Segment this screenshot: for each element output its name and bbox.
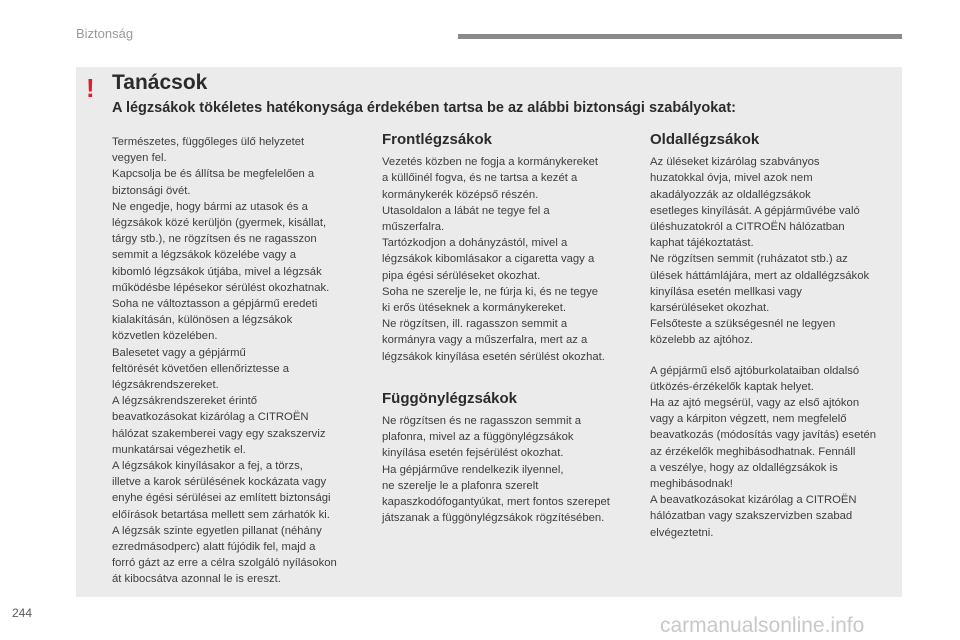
side-airbags-column: [650, 132, 902, 541]
warning-exclamation-icon: !: [86, 73, 95, 103]
side-airbags-heading: Oldallégzsákok: [650, 131, 760, 148]
side-sensors-text: A gépjármű első ajtóburkolataiban oldalsó ütközés-érzékelők kaptak helyet. Ha az ajtó megsérül, vagy az első ajtókon vagy a kárpiton végzett, nem megfelelő beavatkozás (módosítás vagy javítás) esetén az érzékelők meghibásodhatnak. Fennáll a veszélye, hogy az oldallégzsákok is meghibásodnak! A beavatkozásokat kizárólag a CITROËN hálózatban vagy szakszervizben szabad elvégeztetni.: [650, 364, 877, 539]
panel-subtitle: A légzsákok tökéletes hatékonysága érdekében tartsa be az alábbi biztonsági szabályokat:: [112, 100, 736, 116]
header-divider-bar: [458, 34, 902, 39]
front-airbags-text: Vezetés közben ne fogja a kormánykereket a küllőinél fogva, és ne tartsa a kezét a kormánykerék középső részén. Utasoldalon a lábát ne tegye fel a műszerfalra. Tartózkodjon a dohányzástól, mivel a légzsákok kibomlásakor a cigaretta vagy a pipa égési sérüléseket okozhat. Soha ne szerelje le, ne fúrja ki, és ne tegye ki erős ütéseknek a kormánykereket. Ne rögzítsen, ill. ragasszon semmit a kormányra vagy a műszerfalra, mert az a légzsákok kinyílása esetén sérülést okozhat.: [382, 156, 605, 363]
front-curtain-column: [382, 132, 634, 526]
general-advice-column: [112, 134, 362, 588]
general-advice-text: Természetes, függőleges ülő helyzetet vegyen fel. Kapcsolja be és állítsa be megfelelően a biztonsági övét. Ne engedje, hogy bármi az utasok és a légzsákok közé kerüljön (gyermek, kisállat, tárgy stb.), ne rögzítsen és ne ragasszon semmit a légzsákok közelébe vagy a kibomló légzsákok útjába, mivel a légzsák működésbe lépésekor sérülést okozhatnak. Soha ne változtasson a gépjármű eredeti kialakításán, különösen a légzsákok közvetlen közelében. Balesetet vagy a gépjármű feltörését követően ellenőriztesse a légzsákrendszereket. A légzsákrendszereket érintő beavatkozásokat kizárólag a CITROËN hálózat szakemberei vagy egy szakszerviz munkatársai végezhetik el. A légzsákok kinyílásakor a fej, a törzs, illetve a karok sérülésének kockázata vagy enyhe égési sérülései az említett biztonsági előírások betartása mellett sem zárhatók ki. A légzsák szinte egyetlen pillanat (néhány ezredmásodperc) alatt fújódik fel, majd a forró gázt az erre a célra szolgáló nyílásokon át kibocsátva azonnal le is ereszt.: [112, 136, 337, 586]
curtain-airbags-text: Ne rögzítsen és ne ragasszon semmit a plafonra, mivel az a függönylégzsákok kinyílása esetén fejsérülést okozhat. Ha gépjárműve rendelkezik ilyennel, ne szerelje le a plafonra szerelt kapaszkodófogantyúkat, mert fontos szerepet játszanak a függönylégzsákok rögzítésében.: [382, 415, 610, 525]
section-title: Biztonság: [76, 26, 134, 41]
panel-title: Tanácsok: [112, 71, 208, 94]
side-airbags-text: Az üléseket kizárólag szabványos huzatokkal óvja, mivel azok nem akadályozzák az oldallégzsákok esetleges kinyílását. A gépjárművébe való üléshuzatokról a CITROËN hálózatban kaphat tájékoztatást. Ne rögzítsen semmit (ruházatot stb.) az ülések háttámlájára, mert az oldallégzsákok kinyílása esetén mellkasi vagy karsérüléseket okozhat. Felsőteste a szükségesnél ne legyen közelebb az ajtóhoz.: [650, 156, 870, 347]
front-airbags-heading: Frontlégzsákok: [382, 131, 493, 148]
site-watermark: carmanualsonline.info: [660, 614, 865, 637]
curtain-airbags-heading: Függönylégzsákok: [382, 389, 518, 407]
page-number: 244: [12, 606, 33, 620]
